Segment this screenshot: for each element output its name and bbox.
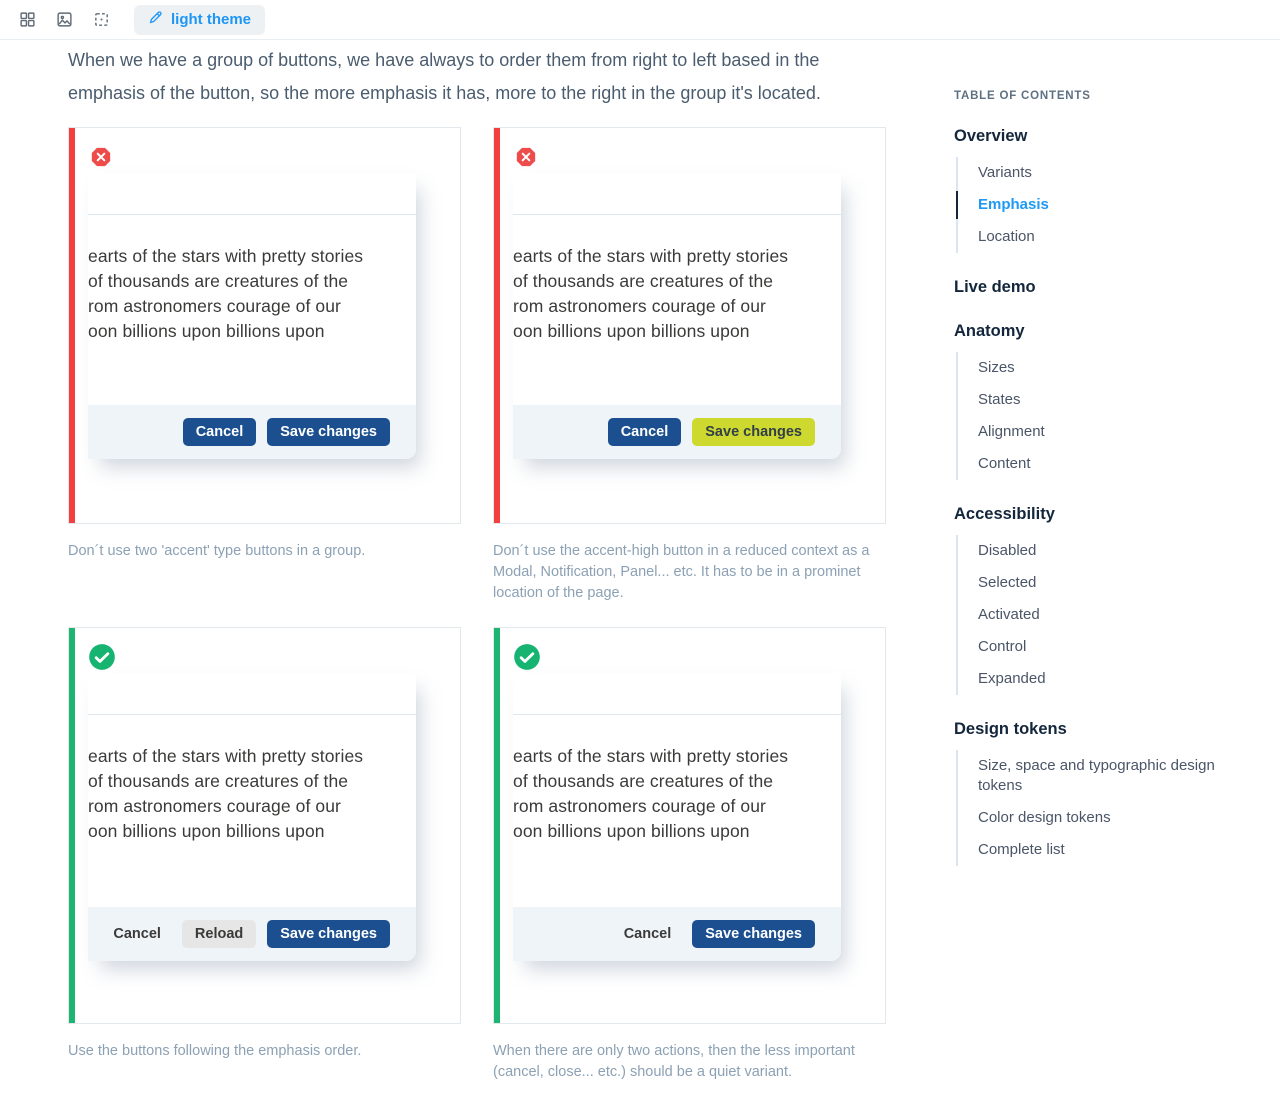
toc-link-variants[interactable]: Variants [978, 164, 1032, 181]
modal-header [513, 173, 841, 215]
cancel-button: Cancel [608, 418, 682, 446]
toc-group [956, 352, 1246, 480]
modal-mockup [88, 673, 416, 961]
success-check-icon [88, 643, 116, 671]
example-caption: Don´t use two 'accent' type buttons in a group. [68, 543, 366, 559]
modal-header [88, 673, 416, 715]
example-caption: Don´t use the accent-high button in a reduced context as a Modal, Notification, Panel... etc. It has to be in a prominet location of the page. [493, 543, 870, 601]
toc-section-anatomy [954, 321, 1246, 480]
save-changes-button: Save changes [692, 920, 815, 948]
modal-header [88, 173, 416, 215]
example-card [493, 627, 886, 1024]
examples-grid [68, 127, 886, 1087]
toc-link-color-design-tokens[interactable]: Color design tokens [978, 809, 1111, 826]
toc-link-activated[interactable]: Activated [978, 606, 1040, 623]
error-octagon-icon [515, 146, 537, 168]
toc-link-location[interactable]: Location [978, 228, 1035, 245]
toc-section-accessibility [954, 504, 1246, 695]
example-card [68, 627, 461, 1024]
modal-footer [88, 907, 416, 961]
modal-mockup [88, 173, 416, 459]
dont-indicator-bar [69, 128, 75, 523]
theme-toggle-button[interactable] [134, 5, 265, 35]
toc-section-design-tokens [954, 719, 1246, 866]
toc-link-sizes[interactable]: Sizes [978, 359, 1015, 376]
modal-body-text: earts of the stars with pretty stories of thousands are creatures of the rom astronomers courage of our oon billions upon billions upon [88, 746, 364, 841]
toolbar [0, 0, 1280, 40]
dont-indicator-bar [494, 128, 500, 523]
toc-link-alignment[interactable]: Alignment [978, 423, 1045, 440]
toc-link-states[interactable]: States [978, 391, 1021, 408]
toc-section-overview [954, 126, 1246, 253]
toc-link-control[interactable]: Control [978, 638, 1027, 655]
save-changes-button: Save changes [692, 418, 815, 446]
modal-body-text: earts of the stars with pretty stories of thousands are creatures of the rom astronomers courage of our oon billions upon billions upon [88, 246, 364, 341]
toc-link-anatomy[interactable]: Anatomy [954, 322, 1025, 340]
grid-icon [19, 11, 36, 28]
select-area-button[interactable] [92, 11, 110, 29]
toc-group [956, 750, 1246, 866]
select-area-icon [93, 11, 110, 28]
modal-body-text: earts of the stars with pretty stories of thousands are creatures of the rom astronomers courage of our oon billions upon billions upon [513, 246, 789, 341]
toc-link-accessibility[interactable]: Accessibility [954, 505, 1055, 523]
toc-group [956, 157, 1246, 253]
modal-body-text: earts of the stars with pretty stories of thousands are creatures of the rom astronomers courage of our oon billions upon billions upon [513, 746, 789, 841]
example-card [68, 127, 461, 524]
image-view-button[interactable] [55, 11, 73, 29]
toc-link-disabled[interactable]: Disabled [978, 542, 1037, 559]
example-do-emphasis-order [68, 627, 461, 1062]
cancel-button: Cancel [614, 920, 682, 948]
reload-button: Reload [182, 920, 256, 948]
theme-toggle-label: light theme [171, 11, 252, 28]
example-dont-two-accent [68, 127, 461, 562]
grid-view-button[interactable] [18, 11, 36, 29]
save-changes-button: Save changes [267, 920, 390, 948]
modal-footer [513, 405, 841, 459]
do-indicator-bar [69, 628, 75, 1023]
modal-mockup [513, 173, 841, 459]
intro-paragraph: When we have a group of buttons, we have always to order them from right to left based in the emphasis of the button, so the more emphasis it has, more to the right in the group it's located. [68, 50, 821, 103]
toc-link-expanded[interactable]: Expanded [978, 670, 1046, 687]
example-caption: Use the buttons following the emphasis order. [68, 1043, 362, 1059]
example-caption: When there are only two actions, then the less important (cancel, close... etc.) should be a quiet variant. [493, 1043, 855, 1080]
toc-section-live-demo [954, 277, 1246, 297]
image-icon [56, 11, 73, 28]
example-do-quiet-variant [493, 627, 886, 1083]
modal-mockup [513, 673, 841, 961]
toc-link-design-tokens[interactable]: Design tokens [954, 720, 1067, 738]
toc-link-content[interactable]: Content [978, 455, 1031, 472]
toc-link-live-demo[interactable]: Live demo [954, 278, 1036, 296]
modal-footer [513, 907, 841, 961]
error-octagon-icon [90, 146, 112, 168]
toc-group [956, 535, 1246, 695]
pencil-icon [148, 10, 163, 29]
cancel-button: Cancel [103, 920, 171, 948]
modal-footer [88, 405, 416, 459]
example-card [493, 127, 886, 524]
do-indicator-bar [494, 628, 500, 1023]
success-check-icon [513, 643, 541, 671]
toc-link-size-space-typographic[interactable]: Size, space and typographic design tokens [978, 757, 1215, 794]
modal-header [513, 673, 841, 715]
example-dont-accent-high [493, 127, 886, 604]
toc-title: TABLE OF CONTENTS [954, 90, 1091, 102]
toc-link-complete-list[interactable]: Complete list [978, 841, 1065, 858]
toc-link-overview[interactable]: Overview [954, 127, 1028, 145]
toc-link-selected[interactable]: Selected [978, 574, 1037, 591]
toc-link-emphasis[interactable]: Emphasis [978, 189, 1246, 221]
cancel-button: Cancel [183, 418, 257, 446]
table-of-contents [954, 90, 1246, 866]
save-changes-button: Save changes [267, 418, 390, 446]
